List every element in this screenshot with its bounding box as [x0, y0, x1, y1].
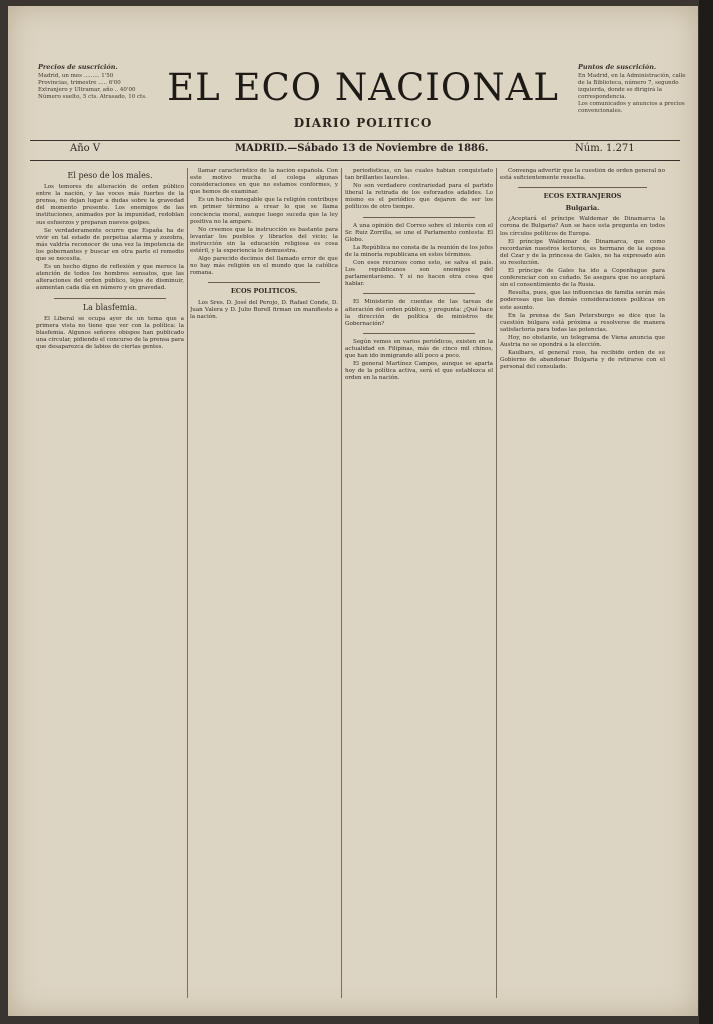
- paragraph: Los Sres. D. José del Perojo, D. Rafael Conde, D. Juan Valera y D. Julio Burell firman un manifiesto a la nación.: [190, 299, 338, 320]
- issue-number: Núm. 1.271: [575, 143, 635, 154]
- dateline: [30, 143, 680, 157]
- article-heading: El peso de los males.: [67, 171, 153, 180]
- column-2: [190, 168, 338, 998]
- points-line: Los comunicados y anuncios a precios convencionales.: [578, 101, 685, 114]
- paragraph: Se verdaderamente ocurre que España ha de vivir en tal estado de perpetua alarma y zozobra, más valdría reconocer de una vez la impotencia de los gobernantes y buscar en otra parte el remedio que se necesita.: [36, 227, 184, 263]
- subscription-line: Provincias, trimestre ..... 6'00: [38, 80, 121, 86]
- points-heading: Puntos de suscrición.: [578, 63, 657, 71]
- subscription-heading: Precios de suscrición.: [38, 63, 118, 71]
- paragraph: A una opinión del Correo sobre el interés con el Sr. Ruiz Zorrilla, se une el Parlamento contesta: El Globo.: [345, 222, 493, 243]
- paragraph: El príncipe Waldemar de Dinamarca, que como recordarán nuestros lectores, es hermano de la esposa del Czar y de la princesa de Gales, no ha expresado aún su resolución.: [500, 238, 665, 266]
- section-heading: ECOS POLITICOS.: [230, 287, 298, 296]
- separator: [363, 217, 475, 218]
- separator: [363, 293, 475, 294]
- paragraph: ¿Aceptará el príncipe Waldemar de Dinamarca la corona de Bulgaria? Aun se hace esta pregunta en todos los círculos políticos de Europa.: [500, 216, 665, 237]
- paragraph: Resulta, pues, que las influencias de familia serán más poderosas que las demás consideraciones políticas en este asunto.: [500, 290, 665, 311]
- separator: [518, 187, 647, 188]
- year-label: Año V: [70, 143, 101, 154]
- column-divider: [187, 168, 188, 998]
- paragraph: Según vemos en varios periódicos, existen en la actualidad en Filipinas, más de cinco mil chinos, que han ido inmigrando allí poco a poco.: [345, 338, 493, 359]
- subscription-box: [38, 64, 148, 101]
- column-1: [36, 168, 184, 998]
- subsection-heading: Bulgaria.: [565, 204, 600, 213]
- paragraph: periodísticas, en las cuales habían conquistado tan brillantes laureles.: [345, 168, 493, 182]
- separator: [363, 333, 475, 334]
- paragraph: El Liberal se ocupa ayer de un tema que a primera vista no tiene que ver con la política: la blasfemia. Algunos señores obispos han publicado una circular, pidiendo el concurso de la prensa para que desaparezca de labios de ciertas gentes.: [36, 315, 184, 350]
- subscription-line: Número suelto, 5 cts. Atrasado, 10 cts.: [38, 94, 147, 100]
- points-line: En Madrid, en la Administración, calle de la Biblioteca, número 7, segundo izquierda, donde se dirigirá la correspondencia.: [578, 73, 686, 100]
- newspaper-subtitle: DIARIO POLITICO: [293, 116, 433, 130]
- paragraph: Hoy, no obstante, un telegrama de Viena anuncia que Austria no se opondrá a la elección.: [500, 334, 665, 348]
- subscription-line: Madrid, un mes ......... 1'50: [38, 73, 114, 79]
- masthead: [38, 64, 688, 144]
- masthead-rule: [30, 140, 680, 141]
- paragraph: Es un hecho digno de reflexión y que merece la atención de todos los hombres sensatos, que las alteraciones del orden público, lejos de disminuir, aumentan cada día en número y en gravedad.: [36, 264, 184, 292]
- column-divider: [341, 168, 342, 998]
- date-label: MADRID.—Sábado 13 de Noviembre de 1886.: [235, 143, 489, 154]
- article-heading: La blasfemia.: [82, 302, 138, 312]
- paragraph: En la prensa de San Petersburgo se dice que la cuestión búlgara está próxima a resolverse de manera satisfactoria para todas las potencias.: [500, 312, 665, 333]
- paragraph: Kaulbars, el general ruso, ha recibido orden de su Gobierno de abandonar Bulgaria y de retirarse con el personal del consulado.: [500, 350, 665, 371]
- paragraph: Convenga advertir que la cuestión de orden general no está suficientemente resuelta.: [500, 168, 665, 182]
- subscription-line: Extranjero y Ultramar, año .. 40'00: [38, 87, 136, 93]
- newspaper-title: EL ECO NACIONAL: [167, 66, 559, 109]
- dateline-rule: [30, 160, 680, 161]
- column-divider: [496, 168, 497, 998]
- separator: [54, 298, 166, 299]
- paragraph: Algo parecido decimos del llamado error de que no hay más religión en el mundo que la católica romana.: [190, 256, 338, 277]
- column-4: [500, 168, 665, 998]
- paragraph: No son verdadero contrariedad para el partido liberal la retirada de los esforzados adalides. Lo mismo es el periódico que dejaron de ser los políticos de otro tiempo.: [345, 183, 493, 211]
- paragraph: El general Martínez Campos, aunque se aparta hoy de la política activa, será el que establezca el orden en la nación.: [345, 361, 493, 382]
- paragraph: La República no consta de la reunión de los jefes de la minoría republicana en estos términos.: [345, 244, 493, 258]
- column-3: [345, 168, 493, 998]
- separator: [208, 282, 320, 283]
- paragraph: No creemos que la instrucción es bastante para levantar los pueblos y librarlos del vicio; la instrucción sin la educación religiosa es cosa estéril, y la experiencia lo demuestra.: [190, 226, 338, 255]
- section-heading: ECOS EXTRANJEROS: [543, 192, 622, 201]
- paragraph: Es un hecho innegable que la religión contribuye en primer término a crear lo que se llama conciencia moral, aunque luego suceda que la ley positiva no la ampare.: [190, 197, 338, 225]
- paragraph: Con esos recursos como esto, se salva el país. Los republicanos son enemigos del parlamentarismo. Y si no hacen otra cosa que hablar.: [345, 260, 493, 288]
- paragraph: El príncipe de Gales ha ido a Copenhague para conferenciar con su cuñado. Se asegura que no aceptará sin el consentimiento de la Rusia.: [500, 268, 665, 289]
- paragraph: Los temores de alteración de orden público entre la nación, y las voces más fuertes de la prensa, no dejan lugar a dudas sobre la gravedad del momento presente. Los enemigos de las instituciones, animados por la impunidad, redoblan sus esfuerzos y preparan nuevos golpes.: [36, 184, 184, 226]
- paragraph: El Ministerio de cuentas de las tareas de alteración del orden público, y pregunta: ¿Qué hace la dirección de política de ministros de Gobernación?: [345, 299, 493, 327]
- paragraph: llamar característico de la nación española. Con este motivo mucha el colega algunas consideraciones en que no estamos conformes, y que hemos de examinar.: [190, 168, 338, 196]
- scan-edge: [699, 0, 713, 1024]
- points-box: [578, 64, 688, 115]
